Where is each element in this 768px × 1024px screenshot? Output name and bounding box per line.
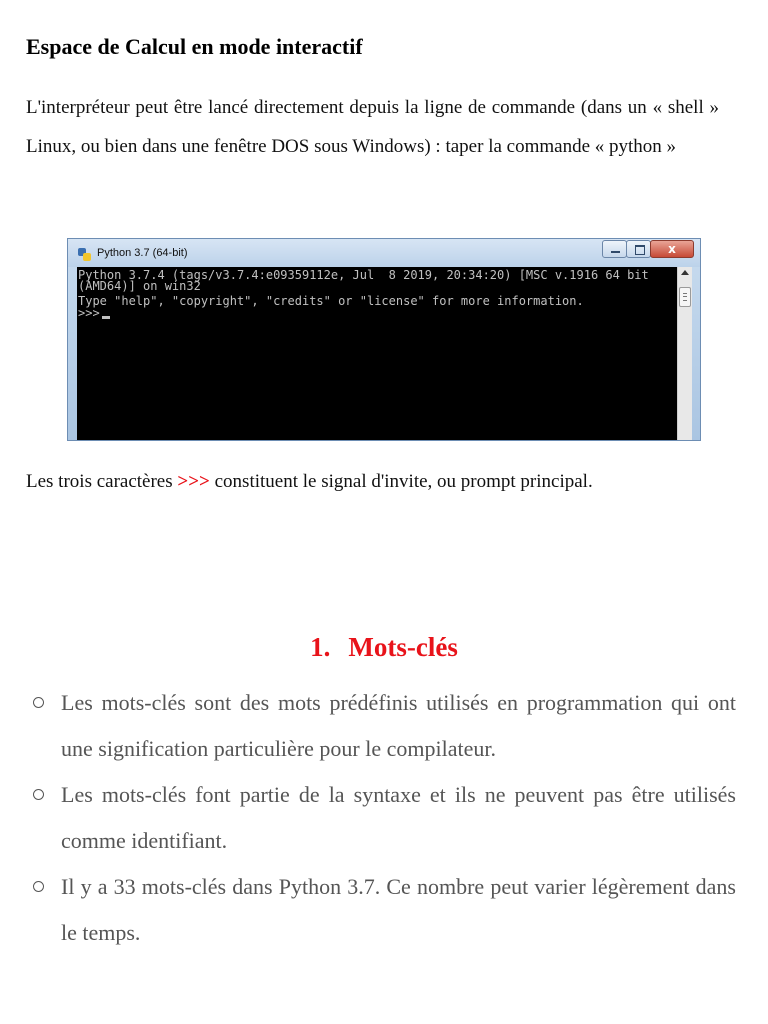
grip-icon bbox=[683, 293, 687, 301]
prompt-symbol: >>> bbox=[177, 471, 210, 492]
maximize-button[interactable] bbox=[626, 240, 651, 258]
maximize-icon bbox=[635, 245, 645, 255]
console-scrollbar[interactable] bbox=[677, 267, 692, 440]
minimize-icon bbox=[611, 251, 620, 253]
section-title bbox=[0, 632, 768, 663]
console-line-platform: (AMD64)] on win32 bbox=[78, 279, 201, 293]
intro-paragraph: L'interpréteur peut être lancé directement depuis la ligne de commande (dans un « shell » Linux, ou bien dans une fenêtre DOS sous Windows) : taper la commande « python » bbox=[26, 97, 719, 157]
python-icon bbox=[78, 248, 91, 261]
scroll-thumb[interactable] bbox=[679, 287, 691, 307]
scroll-up-arrow-icon[interactable] bbox=[681, 270, 689, 275]
list-item bbox=[30, 772, 736, 864]
prompt-text-before: Les trois caractères bbox=[26, 471, 178, 492]
python-console-window bbox=[67, 238, 701, 441]
close-icon: x bbox=[668, 242, 676, 256]
section-number: 1. bbox=[310, 632, 331, 662]
circle-bullet-icon bbox=[33, 789, 44, 800]
text-cursor bbox=[102, 316, 110, 319]
console-output[interactable] bbox=[77, 267, 678, 440]
console-title: Python 3.7 (64-bit) bbox=[97, 247, 188, 259]
keywords-bullet-list bbox=[30, 680, 736, 956]
page-heading: Espace de Calcul en mode interactif bbox=[26, 34, 363, 59]
circle-bullet-icon bbox=[33, 881, 44, 892]
list-item-text: Il y a 33 mots-clés dans Python 3.7. Ce nombre peut varier légèrement dans le temps. bbox=[61, 874, 736, 945]
list-item-text: Les mots-clés sont des mots prédéfinis utilisés en programmation qui ont une signification particulière pour le compilateur. bbox=[61, 690, 736, 761]
console-line-version: Python 3.7.4 (tags/v3.7.4:e09359112e, Jul 8 2019, 20:34:20) [MSC v.1916 64 bit bbox=[78, 268, 649, 282]
console-prompt-line[interactable] bbox=[78, 308, 110, 319]
console-prompt: >>> bbox=[78, 306, 100, 320]
list-item-text: Les mots-clés font partie de la syntaxe et ils ne peuvent pas être utilisés comme identifiant. bbox=[61, 782, 736, 853]
console-titlebar[interactable] bbox=[68, 239, 700, 267]
section-title-text: Mots-clés bbox=[348, 632, 458, 662]
prompt-paragraph bbox=[26, 460, 693, 503]
close-button[interactable] bbox=[650, 240, 694, 258]
list-item bbox=[30, 864, 736, 956]
list-item bbox=[30, 680, 736, 772]
prompt-text-after: constituent le signal d'invite, ou prompt principal. bbox=[209, 471, 593, 492]
window-controls bbox=[603, 240, 694, 259]
console-line-help: Type "help", "copyright", "credits" or "license" for more information. bbox=[78, 294, 584, 308]
minimize-button[interactable] bbox=[602, 240, 627, 258]
circle-bullet-icon bbox=[33, 697, 44, 708]
